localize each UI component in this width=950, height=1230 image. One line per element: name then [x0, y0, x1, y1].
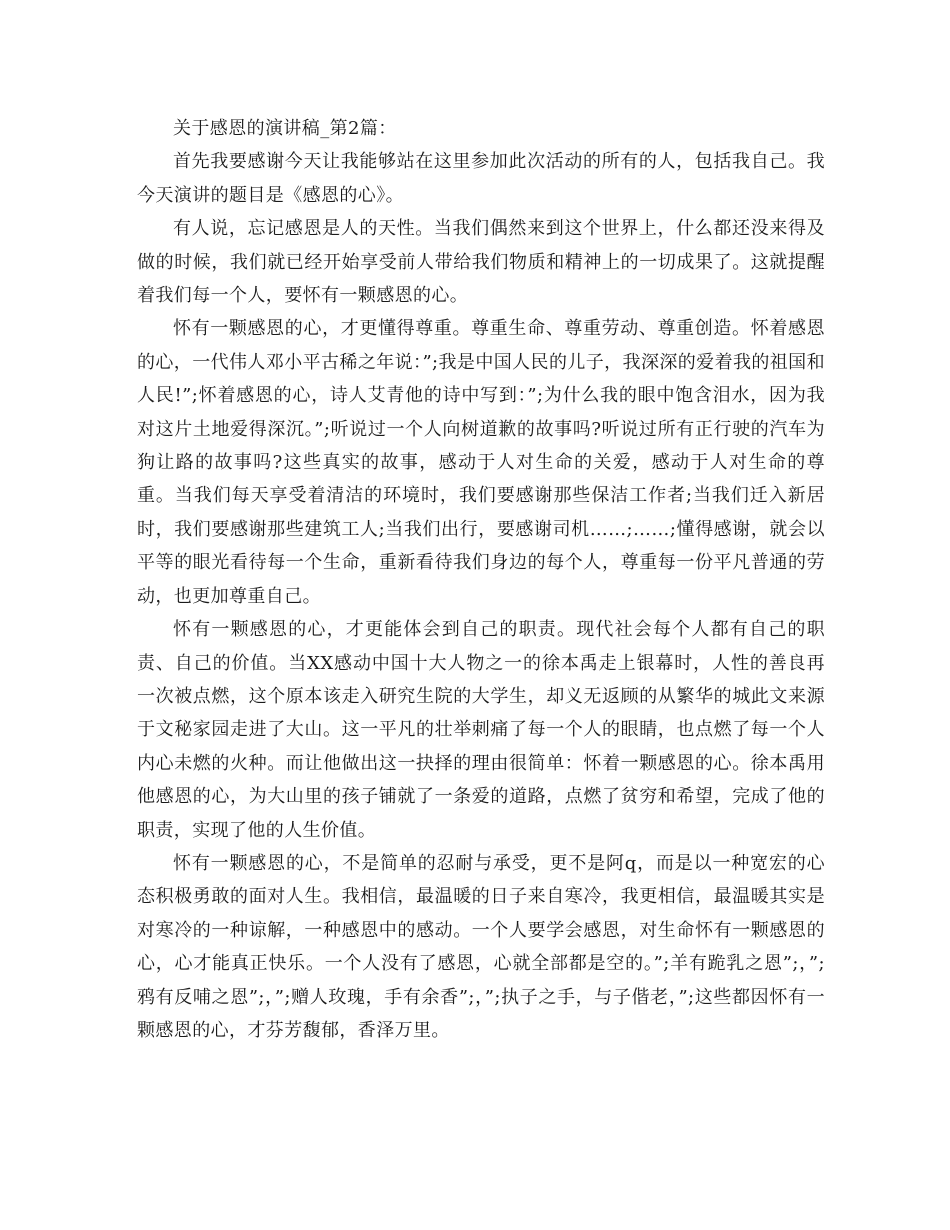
paragraph-1: 首先我要感谢今天让我能够站在这里参加此次活动的所有的人，包括我自己。我今天演讲的题目是《感恩的心》。 — [137, 151, 825, 206]
paragraph-5: 怀有一颗感恩的心，不是简单的忍耐与承受，更不是阿q，而是以一种宽宏的心态积极勇敢的面对人生。我相信，最温暖的日子来自寒冷，我更相信，最温暖其实是对寒冷的一种谅解，一种感恩中的感动。一个人要学会感恩，对生命怀有一颗感恩的心，心才能真正快乐。一个人没有了感恩，心就全部都是空的。”;羊有跪乳之恩”;，”;鸦有反哺之恩”;，”;赠人玫瑰，手有余香”;，”;执子之手，与子偕老，”;这些都因怀有一颗感恩的心，才芬芳馥郁，香泽万里。 — [137, 852, 825, 1041]
paragraph-3: 怀有一颗感恩的心，才更懂得尊重。尊重生命、尊重劳动、尊重创造。怀着感恩的心，一代伟人邓小平古稀之年说：”;我是中国人民的儿子，我深深的爱着我的祖国和人民!”;怀着感恩的心，诗人艾青他的诗中写到：”;为什么我的眼中饱含泪水，因为我对这片土地爱得深沉。”;听说过一个人向树道歉的故事吗?听说过所有正行驶的汽车为狗让路的故事吗?这些真实的故事，感动于人对生命的关爱，感动于人对生命的尊重。当我们每天享受着清洁的环境时，我们要感谢那些保洁工作者;当我们迁入新居时，我们要感谢那些建筑工人;当我们出行，要感谢司机……;……;懂得感谢，就会以平等的眼光看待每一个生命，重新看待我们身边的每个人，尊重每一份平凡普通的劳动，也更加尊重自己。 — [137, 318, 825, 607]
document-title: 关于感恩的演讲稿_第2篇： — [173, 118, 397, 139]
paragraph-4: 怀有一颗感恩的心，才更能体会到自己的职责。现代社会每个人都有自己的职责、自己的价值。当XX感动中国十大人物之一的徐本禹走上银幕时，人性的善良再一次被点燃，这个原本该走入研究生院的大学生，却义无返顾的从繁华的城此文来源于文秘家园走进了大山。这一平凡的壮举刺痛了每一个人的眼睛，也点燃了每一个人内心未燃的火种。而让他做出这一抉择的理由很简单：怀着一颗感恩的心。徐本禹用他感恩的心，为大山里的孩子铺就了一条爱的道路，点燃了贫穷和希望，完成了他的职责，实现了他的人生价值。 — [137, 619, 825, 841]
paragraph-2: 有人说，忘记感恩是人的天性。当我们偶然来到这个世界上，什么都还没来得及做的时候，我们就已经开始享受前人带给我们物质和精神上的一切成果了。这就提醒着我们每一个人，要怀有一颗感恩的心。 — [137, 218, 825, 307]
document-body — [137, 112, 825, 1047]
